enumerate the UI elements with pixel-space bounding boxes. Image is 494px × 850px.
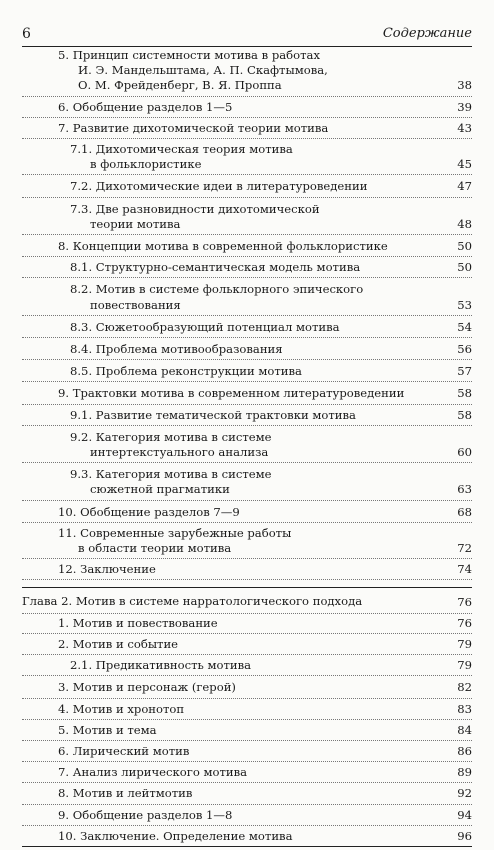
toc-entry[interactable] (22, 320, 472, 338)
toc-entry[interactable] (22, 680, 472, 698)
toc-entry-title: 6. Обобщение разделов 1—5 (58, 99, 233, 114)
toc-entry-title: 8. Мотив и лейтмотив (58, 786, 193, 801)
toc-page-number: 45 (457, 157, 472, 172)
toc-entry[interactable] (22, 386, 472, 404)
toc-entry[interactable] (22, 260, 472, 278)
toc-page-number: 53 (457, 297, 472, 312)
toc-page-number: 96 (457, 828, 472, 843)
toc-entry[interactable] (22, 829, 472, 847)
toc-entry-title: 8.1. Структурно-семантическая модель мотива (70, 260, 361, 275)
toc-page-number: 76 (457, 615, 472, 630)
toc-entry-title: 8.5. Проблема реконструкции мотива (70, 364, 302, 379)
toc-page-number: 79 (457, 636, 472, 651)
toc-entry-title: 9. Обобщение разделов 1—8 (58, 807, 233, 822)
toc-page-number: 76 (457, 595, 472, 610)
toc-page-number: 89 (457, 765, 472, 780)
toc-page-number: 54 (457, 319, 472, 334)
toc-entry[interactable] (22, 505, 472, 523)
toc-entry[interactable] (22, 658, 472, 676)
toc-entry-title: 3. Мотив и персонаж (герой) (58, 680, 236, 695)
toc-entry-title: О. М. Фрейденберг, В. Я. Проппа (78, 78, 282, 93)
toc-page-number: 74 (457, 562, 472, 577)
toc-entry-title: 10. Заключение. Определение мотива (58, 828, 293, 843)
toc-entry[interactable] (22, 239, 472, 257)
toc-entry-title: 11. Современные зарубежные работы (58, 525, 292, 540)
toc-page-number: 58 (457, 407, 472, 422)
page-number: 6 (22, 26, 31, 42)
toc-entry-title: в области теории мотива (78, 541, 232, 556)
toc-entry-title: 2.1. Предикативность мотива (70, 658, 252, 673)
page-header (22, 24, 472, 47)
toc-entry-title: теории мотива (90, 216, 181, 231)
toc-entry-title: И. Э. Мандельштама, А. П. Скафтымова, (78, 63, 328, 78)
toc-entry-title: 9.3. Категория мотива в системе (70, 467, 272, 482)
toc-page-number: 79 (457, 658, 472, 673)
toc-page-number: 84 (457, 722, 472, 737)
toc-entry[interactable] (22, 100, 472, 118)
toc-entry-title: 7.2. Дихотомические идеи в литературоведении (70, 179, 368, 194)
toc-entry-title: повествования (90, 297, 181, 312)
toc-page-number: 50 (457, 260, 472, 275)
toc-entry-title: 4. Мотив и хронотоп (58, 701, 185, 716)
toc-entry-title: 8. Концепции мотива в современной фольклористике (58, 239, 388, 254)
toc-entry[interactable] (22, 282, 472, 315)
toc-page-number: 82 (457, 680, 472, 695)
toc-entry[interactable] (22, 142, 472, 175)
toc-entry[interactable] (22, 342, 472, 360)
toc-entry[interactable] (22, 179, 472, 197)
toc-entry-title: 7.3. Две разновидности дихотомической (70, 201, 320, 216)
toc-entry-title: 9.2. Категория мотива в системе (70, 429, 272, 444)
toc-entry[interactable] (22, 744, 472, 762)
toc-entry[interactable] (22, 408, 472, 426)
toc-entry-title: 9.1. Развитие тематической трактовки мотива (70, 407, 356, 422)
toc-entry[interactable] (22, 723, 472, 741)
toc-entry-title: интертекстуального анализа (90, 445, 269, 460)
running-title: Содержание (382, 26, 472, 41)
toc-page-number: 38 (457, 78, 472, 93)
toc-page-number: 86 (457, 743, 472, 758)
toc-entry-title: 8.2. Мотив в системе фольклорного эпического (70, 282, 364, 297)
toc-page-number: 63 (457, 482, 472, 497)
toc-entry-title: в фольклористике (90, 157, 202, 172)
toc-entry[interactable] (22, 616, 472, 634)
toc-page-number: 72 (457, 541, 472, 556)
toc-entry-title: 8.3. Сюжетообразующий потенциал мотива (70, 319, 340, 334)
toc-entry[interactable] (22, 121, 472, 139)
toc-page-number: 60 (457, 445, 472, 460)
toc-page-number: 43 (457, 120, 472, 135)
toc-entry-title: 5. Мотив и тема (58, 722, 157, 737)
toc-page-number: 56 (457, 342, 472, 357)
toc-entry-title: 6. Лирический мотив (58, 743, 190, 758)
toc-entry[interactable] (22, 202, 472, 235)
toc-entry-title: 1. Мотив и повествование (58, 615, 218, 630)
toc-page-number: 68 (457, 504, 472, 519)
toc-entry[interactable] (22, 364, 472, 382)
toc-entry-title: 2. Мотив и событие (58, 636, 179, 651)
toc-page-number: 48 (457, 216, 472, 231)
toc-page-number: 94 (457, 807, 472, 822)
toc-chapter-entry[interactable] (22, 594, 472, 613)
toc-entry-title: 7. Анализ лирического мотива (58, 765, 248, 780)
toc-entry[interactable] (22, 430, 472, 463)
toc-entry-title: сюжетной прагматики (90, 482, 230, 497)
toc-entry[interactable] (22, 702, 472, 720)
toc-entry[interactable] (22, 526, 472, 559)
toc-entry-title: 12. Заключение (58, 562, 156, 577)
toc-entry[interactable] (22, 786, 472, 804)
toc-entry-title: Глава 2. Мотив в системе нарратологического подхода (22, 594, 363, 609)
toc-page-number: 39 (457, 99, 472, 114)
toc-entry[interactable] (22, 637, 472, 655)
toc-entry[interactable] (22, 808, 472, 826)
chapter-divider (22, 587, 472, 588)
toc-entry-title: 7. Развитие дихотомической теории мотива (58, 120, 329, 135)
toc-page-number: 58 (457, 386, 472, 401)
toc-entry-title: 9. Трактовки мотива в современном литературоведении (58, 386, 405, 401)
toc-page-number: 57 (457, 364, 472, 379)
toc-entry[interactable] (22, 562, 472, 580)
table-of-contents (22, 48, 472, 850)
toc-page-number: 83 (457, 701, 472, 716)
toc-page-number: 50 (457, 239, 472, 254)
toc-entry-title: 10. Обобщение разделов 7—9 (58, 504, 240, 519)
toc-entry[interactable] (22, 48, 472, 97)
toc-page-number: 47 (457, 179, 472, 194)
toc-entry[interactable] (22, 467, 472, 500)
toc-entry-title: 8.4. Проблема мотивообразования (70, 342, 283, 357)
toc-entry-title: 7.1. Дихотомическая теория мотива (70, 142, 293, 157)
toc-page-number: 92 (457, 786, 472, 801)
toc-entry[interactable] (22, 765, 472, 783)
toc-entry-title: 5. Принцип системности мотива в работах (58, 48, 320, 62)
